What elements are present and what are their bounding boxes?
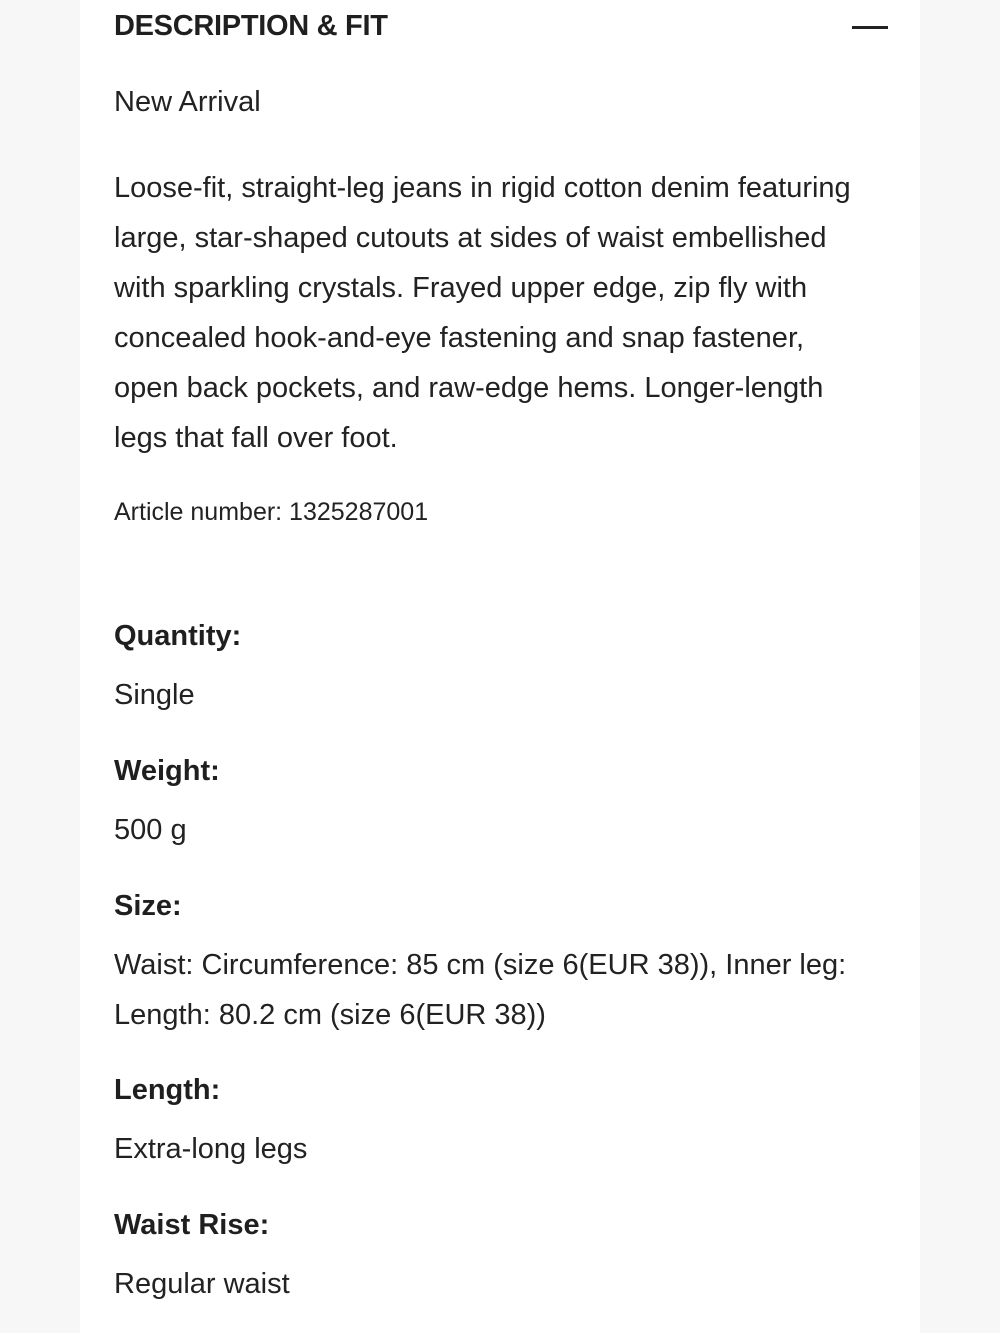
waist-rise-label: Waist Rise: — [114, 1209, 270, 1241]
weight-value: 500 g — [114, 814, 187, 846]
accordion-header[interactable] — [114, 8, 890, 52]
length-value: Extra-long legs — [114, 1133, 308, 1165]
quantity-label: Quantity: — [114, 620, 242, 652]
minus-icon[interactable] — [850, 8, 890, 48]
waist-rise-value: Regular waist — [114, 1268, 290, 1300]
quantity-value: Single — [114, 679, 195, 711]
weight-label: Weight: — [114, 755, 220, 787]
product-description: Loose-fit, straight-leg jeans in rigid cotton denim featuring large, star-shaped cutouts at sides of waist embellished with sparkling crystals. Frayed upper edge, zip fly with concealed hook-and-eye fastening and snap fastener, open back pockets, and raw-edge hems. Longer-length legs that fall over foot. — [114, 172, 851, 454]
size-value: Waist: Circumference: 85 cm (size 6(EUR 38)), Inner leg: Length: 80.2 cm (size 6(EUR 38)) — [114, 949, 847, 1031]
new-arrival-label: New Arrival — [114, 86, 261, 118]
article-number: Article number: 1325287001 — [114, 498, 429, 526]
section-title: DESCRIPTION & FIT — [114, 10, 388, 42]
minus-icon-bar — [852, 26, 888, 29]
size-label: Size: — [114, 890, 182, 922]
length-label: Length: — [114, 1074, 221, 1106]
